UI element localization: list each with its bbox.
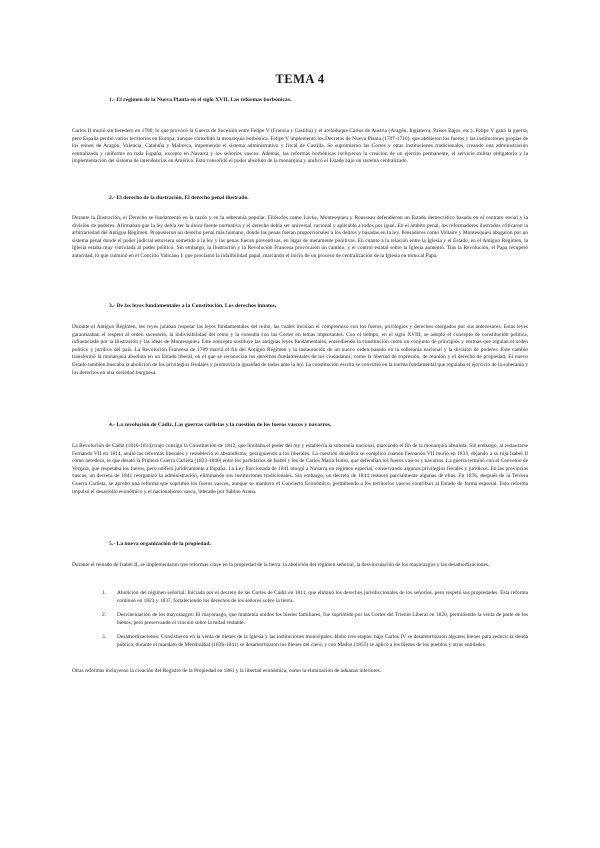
section-1-paragraph: Carlos II murió sin heredero en 1700, lo que provocó la Guerra de Sucesión entre Felipe V (Francia y Castilla) y el archiduque Carlos de Austria (Aragón, Inglaterra, Países Bajos, etc.). Felipe V ganó la guerra, pero España perdió varios territorios en Europa, aunque consolidó la monarquía borbónica. Felipe V implementó los Decretos de Nueva Planta (1707-1716), que abolieron los fueros y las instituciones propias de los reinos de Aragón, Valencia, Cataluña y Mallorca, imponiendo el sistema administrativo y fiscal de Castilla. Se suprimieron las Cortes y otras instituciones tradicionales, creando una administración centralizada y uniforme en toda España, excepto en Navarra y los señoríos vascos. Además, las reformas borbónicas incluyeron la creación de un ejército permanente, el servicio militar obligatorio y la implementación del sistema de intendencias en América. Esto consolidó el poder absoluto de la monarquía y unificó el Estado bajo un sistema centralizado. bbox=[72, 128, 528, 165]
section-2-paragraph: Durante la Ilustración, el Derecho se fundamentó en la razón y en la soberanía popular. Filósofos como Locke, Montesquieu y Rousseau defendieron un Estado democrático basado en el contrato social y la división de poderes. Afirmaban que la ley debía ser la única fuente normativa y el derecho debía ser universal, racional y aplicable a todos por igual. En el ámbito penal, los reformadores ilustrados criticaron la arbitrariedad del Antiguo Régimen. Propusieron un derecho penal más humano, donde las penas fueran proporcionales a los delitos y basadas en la ley. Pensadores como Voltaire y Montesquieu abogaron por un sistema penal donde el poder judicial estuviera sometido a la ley y las penas fueran preventivas, en lugar de meramente punitivas. En cuanto a la relación entre la Iglesia y el Estado, en el Antiguo Régimen, la Iglesia estaba muy vinculada al poder político. Sin embargo, la Ilustración y la Revolución Francesa provocaron un cambio, y el control estatal sobre la Iglesia aumentó. Tras la Revolución, el Papa recuperó autoridad, lo que culminó en el Concilio Vaticano I, que proclamó la infalibilidad papal, marcando el inicio de un proceso de centralización de la Iglesia en torno al Papa. bbox=[72, 215, 528, 259]
list-item bbox=[72, 634, 528, 649]
section-4-paragraph: La Revolución de Cádiz (1810-1814) trajo consigo la Constitución de 1812, que limitaba el poder del rey y establecía la soberanía nacional, marcando el fin de la monarquía absoluta. Sin embargo, al restaurarse Fernando VII en 1814, anuló las reformas liberales y restableció el absolutismo, persiguiendo a los liberales. La cuestión dinástica se complicó cuando Fernando VII murió en 1833, dejando a su hija Isabel II como heredera, lo que desató la Primera Guerra Carlista (1833-1840) entre los partidarios de Isabel y los de Carlos María Isidro, que defendían los fueros vascos y navarros. La guerra terminó con el Convenio de Vergara, que respetaba los fueros, pero unificó jurídicamente a España. La Ley Paccionada de 1841 otorgó a Navarra un régimen especial, conservando algunos privilegios fiscales y jurídicos. En las provincias vascas, un decreto de 1841 reorganizó la administración, eliminando sus instituciones tradicionales. Sin embargo, un decreto de 1844 restauró parcialmente algunas de ellas. En 1876, después de la Tercera Guerra Carlista, se aprobó una reforma que suprimió los fueros vascos, aunque se mantuvo el Concierto Económico, permitiendo a los territorios vascos contribuir al Estado de forma especial. Esto reforma impulsó el desarrollo económico y el nacionalismo vasco, liderado por Sabino Arana. bbox=[72, 443, 528, 495]
section-5-heading: 5.- La nueva organización de la propiedad. bbox=[109, 541, 211, 547]
section-2-heading: 2.- El derecho de la ilustración. El derecho penal ilustrado. bbox=[109, 195, 249, 201]
list-item bbox=[72, 612, 528, 627]
list-item-text: Abolición del régimen señorial: Iniciada por el decreto de las Cortes de Cádiz en 1811, que eliminó los derechos jurisdiccionales de los señoríos, pero respetó sus propiedades. Esta reforma continuó en 1823 y 1837, fortaleciendo los derechos de los señores sobre la tierra. bbox=[117, 590, 528, 604]
section-3-paragraph: Durante el Antiguo Régimen, los reyes juraban respetar las leyes fundamentales del reino, las cuales incluían el compromiso con los fueros, privilegios y derechos otorgados por sus antecesores. Estas leyes garantizaban el respeto al orden sucesorio, la indivisibilidad del reino y la consulta con las Cortes en temas importantes. Con el tiempo, en el siglo XVIII, se adoptó el concepto de constitución política, influenciado por la Ilustración y las ideas de Montesquieu. Este concepto sustituye las antiguas leyes fundamentales, entendiendo la constitución como un conjunto de principios y normas que regulan el orden político y jurídico del país. La Revolución Francesa de 1789 marcó el fin del Antiguo Régimen y la instauración de un nuevo orden basado en la soberanía nacional y la división de poderes. Este cambio transformó la monarquía absoluta en un Estado liberal, en el que se reconocían los derechos fundamentales de los ciudadanos, como la libertad de expresión, de reunión y el derecho de propiedad. El nuevo Estado también buscaba la abolición de los privilegios feudales y promovía la igualdad de todos ante la ley. La constitución escrita se convirtió en la norma fundamental que regulaba el ejercicio de la soberanía y los derechos en una sociedad burguesa. bbox=[72, 324, 528, 376]
list-item-number: 1. bbox=[102, 590, 107, 596]
list-item-number: 3. bbox=[102, 633, 107, 640]
list-item-text: Desvinculación de los mayorazgos: El mayorazgo, que mantenía unidos los bienes familiares, fue suprimido por las Cortes del Trienio Liberal en 1820, permitiendo la venta de parte de los bienes, pero preservando el vínculo sobre la mitad restante. bbox=[117, 611, 528, 626]
section-3-heading: 3.- De las leyes fundamentales a la Constitución. Los derechos innatos. bbox=[109, 303, 277, 309]
reforms-list bbox=[72, 590, 528, 656]
list-item bbox=[72, 590, 528, 605]
section-4-heading: 4.- La revolución de Cádiz. Las guerras carlistas y la cuestión de los fueros vascos y navarros. bbox=[109, 422, 332, 428]
document-title: TEMA 4 bbox=[275, 72, 325, 86]
section-1-heading: 1.- El régimen de la Nueva Planta en el siglo XVII. Las reformas borbónicas. bbox=[109, 97, 292, 103]
list-item-number: 2. bbox=[102, 611, 107, 618]
section-5-closing: Otras reformas incluyeron la creación del Registro de la Propiedad en 1861 y la libertad económica, como la eliminación de aduanas interiores. bbox=[72, 668, 382, 674]
section-5-intro: Durante el reinado de Isabel II, se implementaron tres reformas clave en la propiedad de la tierra: la abolición del régimen señorial, la desvinculación de los mayorazgos y las desamortizaciones. bbox=[72, 562, 490, 568]
list-item-text: Desamortizaciones: Consistieron en la venta de bienes de la Iglesia y las instituciones municipales. Hubo tres etapas: bajo Carlos IV se desamortizaron algunos bienes para reducir la deuda pública, durante el mandato de Mendizábal (1836-1841) se desamortizaron los bienes del clero, y con Madoz (1855) se aplicó a los bienes de los pueblos y otras entidades. bbox=[117, 633, 528, 648]
